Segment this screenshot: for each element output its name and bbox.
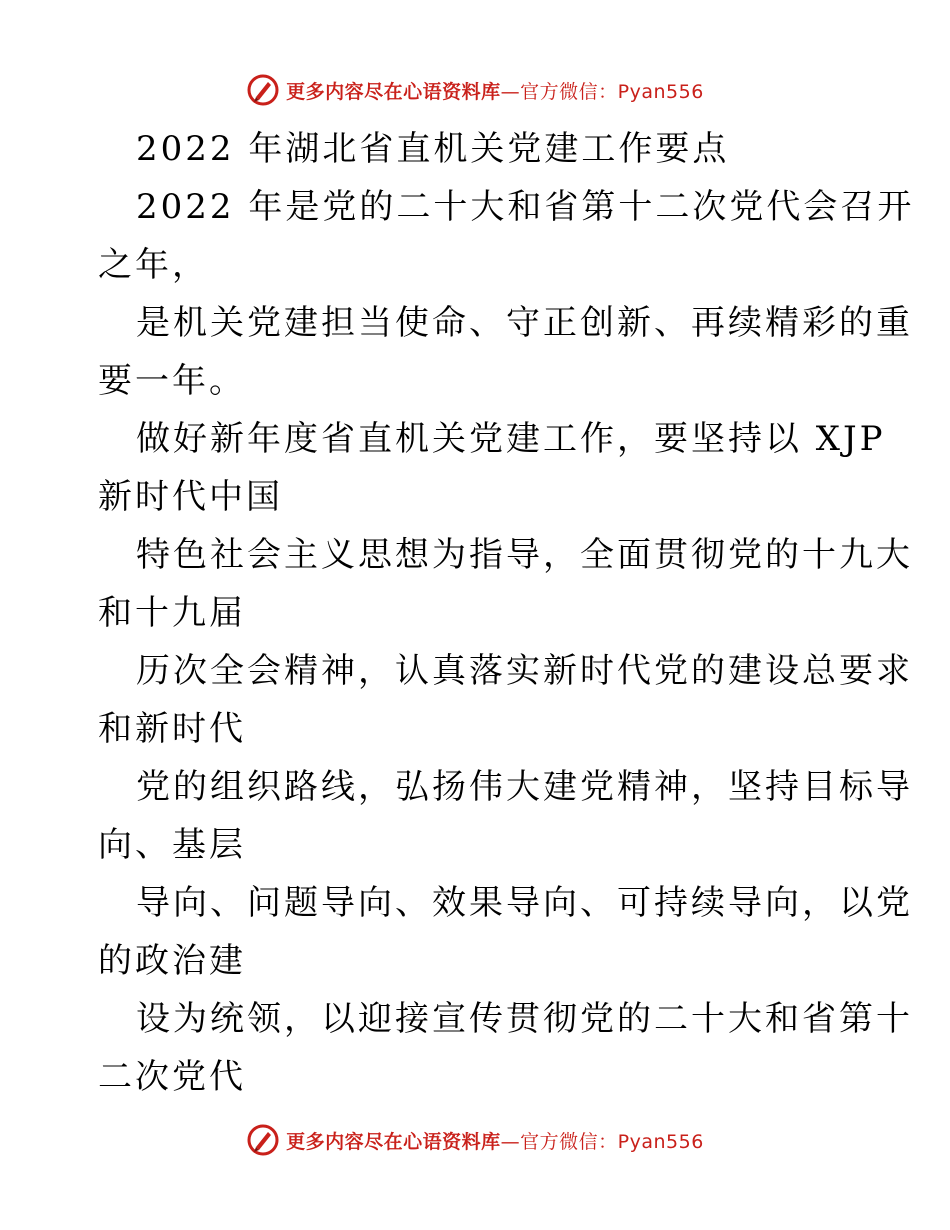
paragraph-line: 向、基层 bbox=[98, 825, 246, 865]
document-body bbox=[98, 120, 915, 1106]
paragraph-line: 2022 年是党的二十大和省第十二次党代会召开 bbox=[136, 187, 915, 227]
header-banner-wechat: 官方微信：Pyan556 bbox=[520, 80, 704, 103]
paragraph-line: 历次全会精神，认真落实新时代党的建设总要求 bbox=[136, 651, 913, 691]
paragraph-line: 导向、问题导向、效果导向、可持续导向，以党 bbox=[136, 883, 913, 923]
quill-pen-logo-icon bbox=[246, 73, 280, 107]
header-banner-dash: — bbox=[500, 80, 521, 103]
footer-banner-wechat: 官方微信：Pyan556 bbox=[520, 1130, 704, 1153]
footer-banner-dash: — bbox=[500, 1130, 521, 1153]
header-banner-main: 更多内容尽在心语资料库 bbox=[286, 80, 501, 103]
paragraph-line: 的政治建 bbox=[98, 941, 246, 981]
paragraph-line: 设为统领，以迎接宣传贯彻党的二十大和省第十 bbox=[136, 999, 913, 1039]
paragraph-line: 和十九届 bbox=[98, 593, 246, 633]
paragraph-line: 要一年。 bbox=[98, 361, 246, 401]
header-banner bbox=[0, 70, 950, 110]
paragraph-line: 二次党代 bbox=[98, 1057, 246, 1097]
paragraph-line: 是机关党建担当使命、守正创新、再续精彩的重 bbox=[136, 303, 913, 343]
footer-banner bbox=[0, 1120, 950, 1160]
paragraph-line: 特色社会主义思想为指导，全面贯彻党的十九大 bbox=[136, 535, 913, 575]
quill-pen-logo-icon bbox=[246, 1123, 280, 1157]
paragraph-line: 新时代中国 bbox=[98, 477, 283, 517]
paragraph-line: 做好新年度省直机关党建工作，要坚持以 XJP bbox=[136, 419, 886, 459]
document-title: 2022 年湖北省直机关党建工作要点 bbox=[136, 129, 730, 169]
paragraph-line: 之年， bbox=[98, 245, 209, 285]
header-banner-text bbox=[286, 77, 704, 104]
paragraph-line: 党的组织路线，弘扬伟大建党精神，坚持目标导 bbox=[136, 767, 913, 807]
paragraph-line: 和新时代 bbox=[98, 709, 246, 749]
footer-banner-main: 更多内容尽在心语资料库 bbox=[286, 1130, 501, 1153]
footer-banner-text bbox=[286, 1127, 704, 1154]
